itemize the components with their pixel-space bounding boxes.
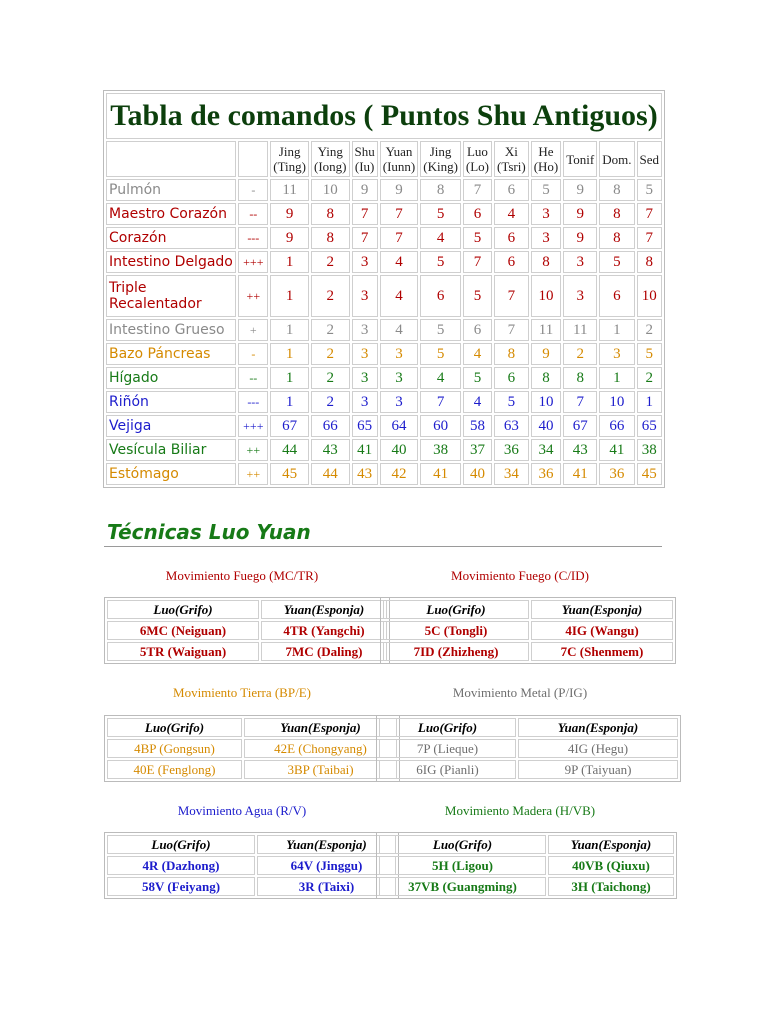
column-header	[637, 141, 663, 177]
luo-point: 4R (Dazhong)	[107, 856, 255, 875]
point-number: 3	[380, 343, 419, 365]
header-blank-name	[106, 141, 236, 177]
column-header-text: (Ting)	[273, 159, 306, 174]
column-header-text: Jing	[278, 144, 301, 159]
point-number: 11	[563, 319, 597, 341]
point-number: 6	[494, 179, 529, 201]
luo-yuan-header-row	[379, 835, 674, 854]
point-number: 3	[352, 275, 378, 317]
yuan-point: 3R (Taixi)	[257, 877, 396, 896]
point-number: 63	[494, 415, 529, 437]
polarity-symbol: +++	[238, 251, 268, 273]
group-caption: Movimiento Fuego (C/ID)	[451, 568, 589, 583]
point-number: 6	[494, 251, 529, 273]
luo-header: Luo(Grifo)	[379, 718, 516, 737]
point-number: 2	[637, 319, 663, 341]
column-header-text: He	[538, 144, 554, 159]
point-number: 3	[352, 391, 378, 413]
point-number: 9	[563, 179, 597, 201]
point-number: 37	[463, 439, 492, 461]
point-number: 8	[599, 179, 634, 201]
luo-yuan-row	[379, 856, 674, 875]
point-number: 67	[270, 415, 309, 437]
table-row	[106, 463, 662, 485]
table-row	[106, 343, 662, 365]
point-number: 66	[311, 415, 350, 437]
yuan-header: Yuan(Esponja)	[531, 600, 673, 619]
yuan-point: 3BP (Taibai)	[244, 760, 397, 779]
point-number: 5	[420, 203, 461, 225]
column-header-text: (Iong)	[314, 159, 347, 174]
luo-header: Luo(Grifo)	[107, 600, 259, 619]
table-row	[106, 415, 662, 437]
point-number: 9	[563, 203, 597, 225]
point-number: 5	[494, 391, 529, 413]
meridian-name	[106, 367, 236, 389]
point-number: 8	[599, 227, 634, 249]
polarity-symbol: --	[238, 203, 268, 225]
point-number: 38	[637, 439, 663, 461]
section-title: Técnicas Luo Yuan	[107, 520, 311, 544]
luo-yuan-row	[379, 760, 678, 779]
luo-yuan-header-row	[379, 718, 678, 737]
meridian-name-text: Recalentador	[109, 296, 202, 312]
luo-yuan-row	[107, 642, 387, 661]
point-number: 5	[637, 179, 663, 201]
point-number: 8	[420, 179, 461, 201]
point-number: 5	[463, 367, 492, 389]
point-number: 5	[637, 343, 663, 365]
table-row	[106, 391, 662, 413]
column-header-text: (Ho)	[533, 159, 559, 174]
column-header-text: (Iu)	[354, 159, 375, 174]
meridian-name-text: Intestino Delgado	[109, 254, 233, 270]
point-number: 10	[637, 275, 663, 317]
yuan-point: 42E (Chongyang)	[244, 739, 397, 758]
column-header-text: (Iunn)	[382, 159, 416, 174]
point-number: 8	[563, 367, 597, 389]
point-number: 2	[311, 343, 350, 365]
yuan-header: Yuan(Esponja)	[261, 600, 387, 619]
point-number: 7	[380, 203, 419, 225]
point-number: 1	[637, 391, 663, 413]
point-number: 3	[563, 275, 597, 317]
point-number: 8	[531, 367, 562, 389]
point-number: 67	[563, 415, 597, 437]
group-caption: Movimiento Agua (R/V)	[177, 803, 307, 818]
polarity-symbol: --	[238, 367, 268, 389]
luo-header: Luo(Grifo)	[107, 718, 242, 737]
yuan-point: 4TR (Yangchi)	[261, 621, 387, 640]
luo-point: 7ID (Zhizheng)	[383, 642, 529, 661]
point-number: 5	[420, 319, 461, 341]
meridian-name	[106, 179, 236, 201]
column-header	[270, 141, 309, 177]
point-number: 9	[270, 203, 309, 225]
polarity-symbol: +++	[238, 415, 268, 437]
luo-yuan-header-row	[107, 600, 387, 619]
point-number: 64	[380, 415, 419, 437]
luo-point: 5C (Tongli)	[383, 621, 529, 640]
commands-table	[103, 90, 665, 488]
point-number: 2	[311, 319, 350, 341]
point-number: 7	[463, 179, 492, 201]
luo-yuan-header-row	[107, 835, 396, 854]
polarity-symbol: ++	[238, 463, 268, 485]
yuan-header: Yuan(Esponja)	[518, 718, 678, 737]
point-number: 34	[531, 439, 562, 461]
meridian-name-text: Maestro Corazón	[109, 206, 227, 222]
point-number: 11	[270, 179, 309, 201]
point-number: 2	[311, 275, 350, 317]
point-number: 3	[531, 203, 562, 225]
point-number: 9	[352, 179, 378, 201]
table-row	[106, 275, 662, 317]
point-number: 36	[531, 463, 562, 485]
meridian-name	[106, 227, 236, 249]
point-number: 4	[420, 367, 461, 389]
point-number: 38	[420, 439, 461, 461]
point-number: 58	[463, 415, 492, 437]
luo-yuan-row	[107, 621, 387, 640]
column-header	[599, 141, 634, 177]
column-header-text: Shu	[354, 144, 375, 159]
meridian-name-text: Estómago	[109, 466, 179, 482]
point-number: 41	[563, 463, 597, 485]
meridian-name-text: Riñón	[109, 394, 149, 410]
point-number: 6	[463, 319, 492, 341]
point-number: 6	[463, 203, 492, 225]
table-title: Tabla de comandos ( Puntos Shu Antiguos)	[106, 93, 662, 139]
group-caption: Movimiento Metal (P/IG)	[452, 685, 588, 700]
point-number: 4	[380, 275, 419, 317]
point-number: 6	[420, 275, 461, 317]
column-header-text: Yuan	[385, 144, 413, 159]
point-number: 7	[352, 227, 378, 249]
group-caption: Movimiento Fuego (MC/TR)	[165, 568, 319, 583]
point-number: 7	[420, 391, 461, 413]
luo-yuan-table	[376, 715, 681, 782]
point-number: 5	[531, 179, 562, 201]
point-number: 8	[599, 203, 634, 225]
luo-header: Luo(Grifo)	[379, 835, 546, 854]
column-header	[380, 141, 419, 177]
polarity-symbol: +	[238, 319, 268, 341]
point-number: 43	[311, 439, 350, 461]
point-number: 41	[599, 439, 634, 461]
luo-point: 40E (Fenglong)	[107, 760, 242, 779]
main-table-container	[103, 90, 665, 488]
luo-yuan-row	[107, 877, 396, 896]
meridian-name-text: Hígado	[109, 370, 159, 386]
point-number: 3	[380, 391, 419, 413]
polarity-symbol: ++	[238, 275, 268, 317]
point-number: 36	[599, 463, 634, 485]
polarity-symbol: ---	[238, 391, 268, 413]
point-number: 42	[380, 463, 419, 485]
point-number: 43	[352, 463, 378, 485]
point-number: 43	[563, 439, 597, 461]
column-header-text: Dom.	[602, 151, 632, 167]
column-header	[531, 141, 562, 177]
point-number: 65	[637, 415, 663, 437]
point-number: 9	[380, 179, 419, 201]
point-number: 3	[599, 343, 634, 365]
luo-yuan-row	[383, 621, 673, 640]
point-number: 41	[420, 463, 461, 485]
point-number: 1	[270, 319, 309, 341]
point-number: 1	[270, 367, 309, 389]
point-number: 1	[599, 367, 634, 389]
meridian-name-text: Triple	[109, 280, 147, 296]
point-number: 4	[380, 319, 419, 341]
table-row	[106, 227, 662, 249]
table-row	[106, 439, 662, 461]
luo-yuan-header-row	[107, 718, 397, 737]
point-number: 2	[311, 391, 350, 413]
meridian-name	[106, 439, 236, 461]
point-number: 5	[463, 227, 492, 249]
meridian-name	[106, 275, 236, 317]
point-number: 40	[463, 463, 492, 485]
point-number: 8	[637, 251, 663, 273]
luo-yuan-table	[104, 597, 390, 664]
column-header	[311, 141, 350, 177]
yuan-point: 40VB (Qiuxu)	[548, 856, 674, 875]
point-number: 1	[270, 275, 309, 317]
point-number: 7	[494, 319, 529, 341]
column-header	[463, 141, 492, 177]
luo-yuan-row	[107, 760, 397, 779]
point-number: 3	[380, 367, 419, 389]
point-number: 7	[494, 275, 529, 317]
point-number: 65	[352, 415, 378, 437]
meridian-name-text: Bazo Páncreas	[109, 346, 211, 362]
point-number: 8	[311, 203, 350, 225]
group-caption: Movimiento Madera (H/VB)	[444, 803, 596, 818]
table-row	[106, 179, 662, 201]
column-header-text: (Lo)	[465, 159, 490, 174]
point-number: 3	[352, 343, 378, 365]
meridian-name	[106, 391, 236, 413]
point-number: 1	[270, 251, 309, 273]
meridian-name-text: Intestino Grueso	[109, 322, 225, 338]
point-number: 7	[637, 203, 663, 225]
yuan-point: 4IG (Hegu)	[518, 739, 678, 758]
point-number: 6	[599, 275, 634, 317]
point-number: 3	[531, 227, 562, 249]
point-number: 4	[463, 343, 492, 365]
luo-yuan-table	[380, 597, 676, 664]
point-number: 40	[531, 415, 562, 437]
yuan-point: 64V (Jinggu)	[257, 856, 396, 875]
meridian-name	[106, 415, 236, 437]
point-number: 36	[494, 439, 529, 461]
yuan-header: Yuan(Esponja)	[548, 835, 674, 854]
point-number: 7	[352, 203, 378, 225]
point-number: 2	[311, 251, 350, 273]
point-number: 45	[637, 463, 663, 485]
point-number: 4	[463, 391, 492, 413]
point-number: 1	[599, 319, 634, 341]
point-number: 66	[599, 415, 634, 437]
section-divider	[104, 546, 662, 547]
luo-header: Luo(Grifo)	[107, 835, 255, 854]
point-number: 3	[352, 251, 378, 273]
point-number: 6	[494, 227, 529, 249]
table-row	[106, 367, 662, 389]
point-number: 3	[352, 319, 378, 341]
yuan-point: 9P (Taiyuan)	[518, 760, 678, 779]
group-caption: Movimiento Tierra (BP/E)	[173, 685, 311, 700]
point-number: 5	[599, 251, 634, 273]
column-header	[420, 141, 461, 177]
point-number: 60	[420, 415, 461, 437]
yuan-header: Yuan(Esponja)	[244, 718, 397, 737]
luo-yuan-header-row	[383, 600, 673, 619]
column-header	[352, 141, 378, 177]
luo-yuan-row	[383, 642, 673, 661]
column-header-text: (King)	[423, 159, 458, 174]
yuan-point: 3H (Taichong)	[548, 877, 674, 896]
column-header-text: (Tsri)	[497, 159, 526, 174]
column-header-text: Jing	[429, 144, 452, 159]
luo-yuan-table	[376, 832, 677, 899]
luo-point: 58V (Feiyang)	[107, 877, 255, 896]
point-number: 8	[494, 343, 529, 365]
luo-point: 37VB (Guangming)	[379, 877, 546, 896]
point-number: 10	[599, 391, 634, 413]
point-number: 44	[311, 463, 350, 485]
point-number: 45	[270, 463, 309, 485]
luo-yuan-table	[104, 832, 399, 899]
luo-point: 5TR (Waiguan)	[107, 642, 259, 661]
yuan-point: 7C (Shenmem)	[531, 642, 673, 661]
point-number: 7	[380, 227, 419, 249]
table-row	[106, 319, 662, 341]
luo-yuan-table	[104, 715, 400, 782]
luo-yuan-row	[379, 739, 678, 758]
luo-point: 4BP (Gongsun)	[107, 739, 242, 758]
luo-yuan-row	[379, 877, 674, 896]
luo-yuan-row	[107, 739, 397, 758]
point-number: 7	[563, 391, 597, 413]
point-number: 8	[311, 227, 350, 249]
polarity-symbol: -	[238, 179, 268, 201]
meridian-name	[106, 251, 236, 273]
point-number: 3	[352, 367, 378, 389]
column-header	[563, 141, 597, 177]
point-number: 6	[494, 367, 529, 389]
luo-yuan-row	[107, 856, 396, 875]
column-header-text: Sed	[639, 151, 659, 167]
point-number: 4	[420, 227, 461, 249]
header-blank-sym	[238, 141, 268, 177]
polarity-symbol: -	[238, 343, 268, 365]
meridian-name-text: Corazón	[109, 230, 167, 246]
meridian-name	[106, 203, 236, 225]
point-number: 7	[463, 251, 492, 273]
meridian-name	[106, 343, 236, 365]
meridian-name-text: Vejiga	[109, 418, 152, 434]
luo-point: 6IG (Pianli)	[379, 760, 516, 779]
yuan-point: 4IG (Wangu)	[531, 621, 673, 640]
luo-header: Luo(Grifo)	[383, 600, 529, 619]
point-number: 5	[420, 343, 461, 365]
table-row	[106, 203, 662, 225]
column-header-text: Ying	[317, 144, 343, 159]
luo-point: 5H (Ligou)	[379, 856, 546, 875]
point-number: 4	[494, 203, 529, 225]
column-header-text: Tonif	[566, 151, 595, 167]
point-number: 5	[463, 275, 492, 317]
point-number: 2	[637, 367, 663, 389]
table-row	[106, 251, 662, 273]
point-number: 4	[380, 251, 419, 273]
point-number: 11	[531, 319, 562, 341]
point-number: 10	[531, 391, 562, 413]
yuan-point: 7MC (Daling)	[261, 642, 387, 661]
point-number: 2	[311, 367, 350, 389]
meridian-name-text: Pulmón	[109, 182, 162, 198]
point-number: 9	[531, 343, 562, 365]
yuan-header: Yuan(Esponja)	[257, 835, 396, 854]
polarity-symbol: ++	[238, 439, 268, 461]
column-header-text: Luo	[466, 144, 488, 159]
point-number: 7	[637, 227, 663, 249]
point-number: 2	[563, 343, 597, 365]
point-number: 41	[352, 439, 378, 461]
luo-point: 7P (Lieque)	[379, 739, 516, 758]
meridian-name	[106, 319, 236, 341]
column-header	[494, 141, 529, 177]
meridian-name	[106, 463, 236, 485]
point-number: 9	[563, 227, 597, 249]
point-number: 1	[270, 391, 309, 413]
polarity-symbol: ---	[238, 227, 268, 249]
point-number: 1	[270, 343, 309, 365]
point-number: 34	[494, 463, 529, 485]
point-number: 10	[531, 275, 562, 317]
meridian-name-text: Vesícula Biliar	[109, 442, 207, 458]
point-number: 40	[380, 439, 419, 461]
point-number: 44	[270, 439, 309, 461]
point-number: 5	[420, 251, 461, 273]
point-number: 10	[311, 179, 350, 201]
header-row	[106, 141, 662, 177]
point-number: 8	[531, 251, 562, 273]
column-header-text: Xi	[504, 144, 518, 159]
point-number: 3	[563, 251, 597, 273]
luo-point: 6MC (Neiguan)	[107, 621, 259, 640]
point-number: 9	[270, 227, 309, 249]
